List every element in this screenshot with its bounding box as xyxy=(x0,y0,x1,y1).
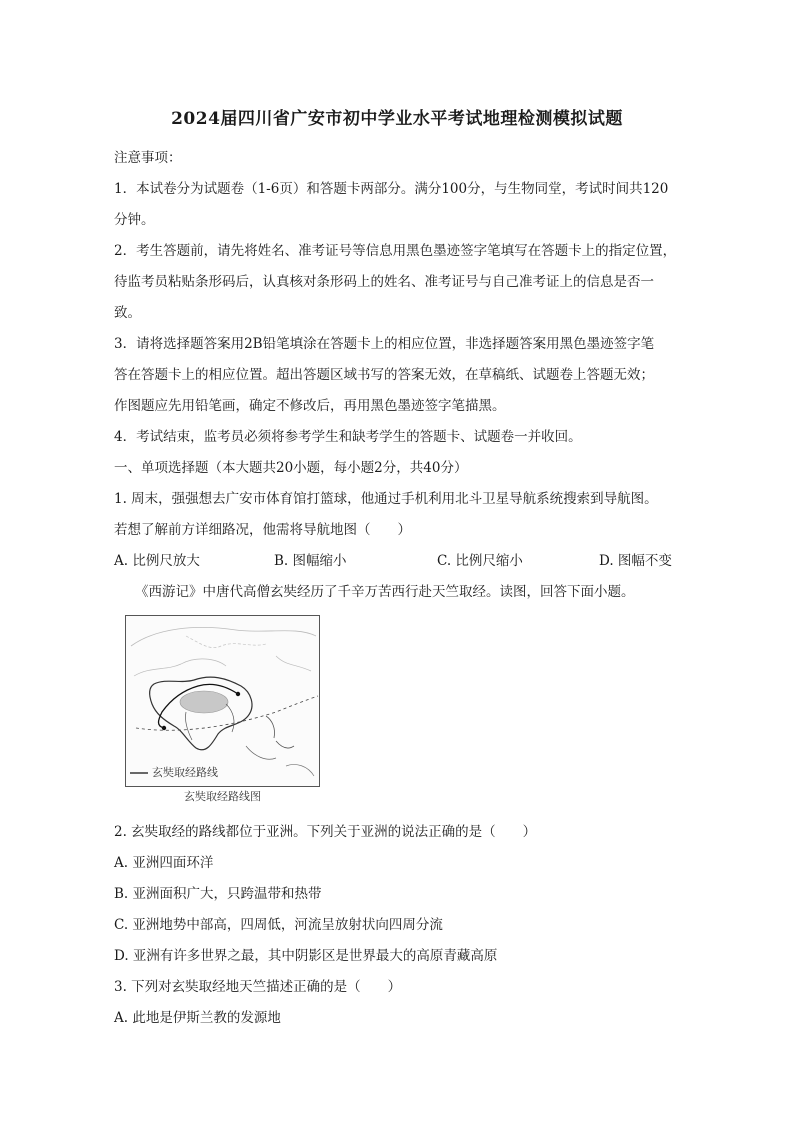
q2-option-c: C. 亚洲地势中部高，四周低，河流呈放射状向四周分流 xyxy=(114,917,443,933)
notice-3-line-1: 3．请将选择题答案用2B铅笔填涂在答题卡上的相应位置，非选择题答案用黑色墨迹签字笔 xyxy=(114,336,655,352)
map-caption: 玄奘取经路线图 xyxy=(184,790,261,803)
map-legend-label: 玄奘取经路线 xyxy=(152,766,218,779)
notice-2-line-2: 待监考员粘贴条形码后，认真核对条形码上的姓名、准考证号与自己准考证上的信息是否一 xyxy=(114,274,654,290)
q3-stem: 3. 下列对玄奘取经地天竺描述正确的是（ ） xyxy=(114,979,402,995)
q2-option-d: D. 亚洲有许多世界之最，其中阴影区是世界最大的高原青藏高原 xyxy=(114,948,498,964)
q2-stem: 2. 玄奘取经的路线都位于亚洲。下列关于亚洲的说法正确的是（ ） xyxy=(114,824,537,840)
passage-intro: 《西游记》中唐代高僧玄奘经历了千辛万苦西行赴天竺取经。读图，回答下面小题。 xyxy=(135,584,635,600)
notice-heading: 注意事项： xyxy=(114,150,182,166)
notice-2-line-3: 致。 xyxy=(114,305,141,321)
notice-3-line-3: 作图题应先用铅笔画，确定不修改后，再用黑色墨迹签字笔描黑。 xyxy=(114,398,506,414)
q2-option-a: A. 亚洲四面环洋 xyxy=(114,855,214,871)
map-drawing xyxy=(126,616,319,786)
q1-stem-line-1: 1. 周末，强强想去广安市体育馆打篮球，他通过手机利用北斗卫星导航系统搜索到导航图。 xyxy=(114,491,658,507)
section-heading: 一、单项选择题（本大题共20小题，每小题2分，共40分） xyxy=(114,460,468,476)
plateau-shade xyxy=(180,691,228,713)
q1-option-b: B. 图幅缩小 xyxy=(274,553,347,569)
page-title: 2024届四川省广安市初中学业水平考试地理检测模拟试题 xyxy=(171,109,623,129)
q1-stem-line-2: 若想了解前方详细路况，他需将导航地图（ ） xyxy=(114,522,411,538)
q1-option-d: D. 图幅不变 xyxy=(599,553,672,569)
q1-option-c: C. 比例尺缩小 xyxy=(437,553,523,569)
q1-option-a: A. 比例尺放大 xyxy=(114,553,200,569)
notice-1-line-1: 1．本试卷分为试题卷（1-6页）和答题卡两部分。满分100分，与生物同堂，考试时间共120 xyxy=(114,181,669,197)
q2-option-b: B. 亚洲面积广大，只跨温带和热带 xyxy=(114,886,322,902)
notice-4-line-1: 4．考试结束，监考员必须将参考学生和缺考学生的答题卡、试题卷一并收回。 xyxy=(114,429,582,445)
xuanzang-route-map xyxy=(125,615,320,787)
notice-1-line-2: 分钟。 xyxy=(114,212,155,228)
notice-3-line-2: 答在答题卡上的相应位置。超出答题区域书写的答案无效，在草稿纸、试题卷上答题无效； xyxy=(114,367,654,383)
notice-2-line-1: 2．考生答题前，请先将姓名、准考证号等信息用黑色墨迹签字笔填写在答题卡上的指定位置， xyxy=(114,243,677,259)
q3-option-a: A. 此地是伊斯兰教的发源地 xyxy=(114,1010,281,1026)
